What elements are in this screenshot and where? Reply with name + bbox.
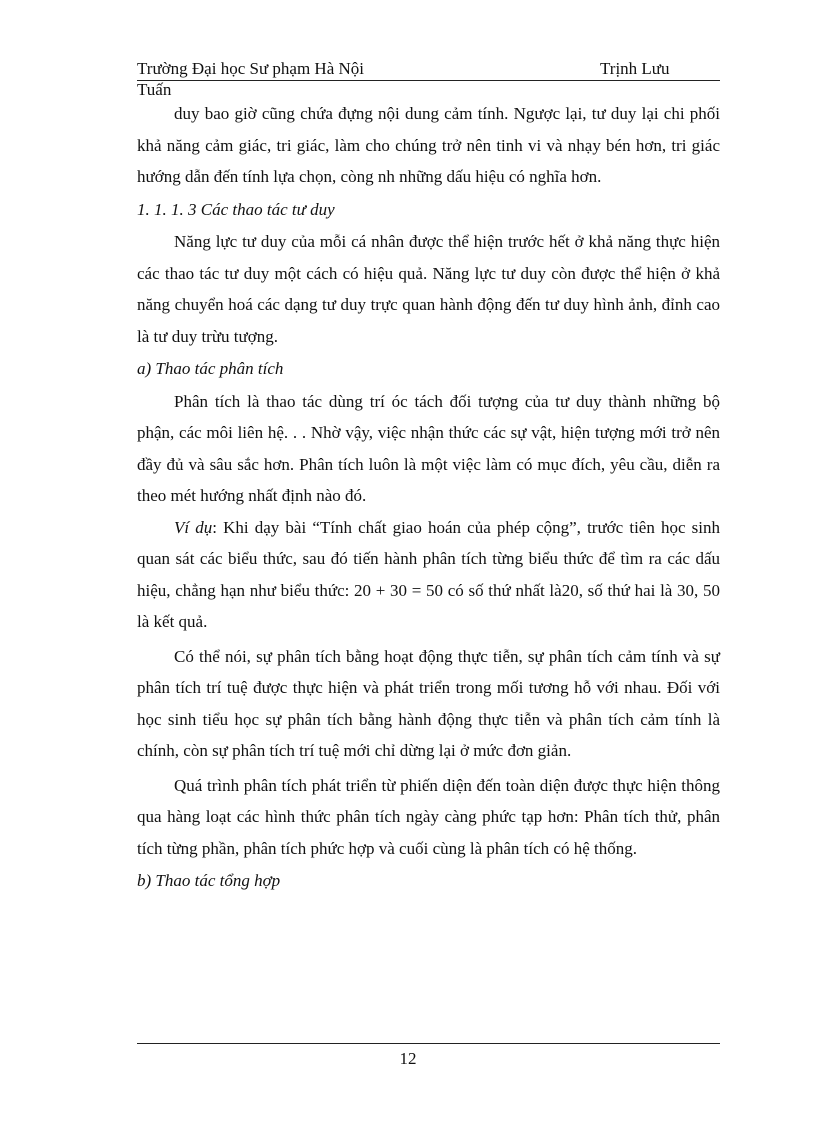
footer-divider bbox=[137, 1043, 720, 1044]
paragraph-thinking-ability: Năng lực tư duy của mỗi cá nhân được thể hiện trước hết ở khả năng thực hiện các thao tác tư duy một cách có hiệu quả. Năng lực tư duy còn được thể hiện ở khả năng chuyển hoá các dạng tư duy trực quan hành động đến tư duy hình ảnh, đỉnh cao là tư duy trừu tượng. bbox=[137, 232, 720, 346]
subheading-synthesis: b) Thao tác tổng hợp bbox=[137, 871, 281, 890]
header-author-name: Trịnh Lưu bbox=[600, 59, 670, 78]
paragraph-example bbox=[137, 512, 720, 638]
header-school-name: Trường Đại học Sư phạm Hà Nội bbox=[137, 59, 365, 78]
page-body bbox=[137, 98, 720, 898]
page-number: 12 bbox=[399, 1049, 417, 1068]
subheading-analysis: a) Thao tác phân tích bbox=[137, 359, 284, 378]
example-label: Ví dụ bbox=[174, 517, 213, 537]
paragraph-analysis-process: Quá trình phân tích phát triển từ phiến diện đến toàn diện được thực hiện thông qua hàng loạt các hình thức phân tích ngày càng phức tạp hơn: Phân tích thử, phân tích từng phần, phân tích phức hợp và cuối cùng là phân tích có hệ thống. bbox=[137, 775, 720, 858]
paragraph-continued: duy bao giờ cũng chứa đựng nội dung cảm tính. Ngược lại, tư duy lại chi phối khả năng cảm giác, tri giác, làm cho chúng trở nên tinh vi và nhạy bén hơn, tri giác hướng dẫn đến tính lựa chọn, còng nh những dấu hiệu có nghĩa hơn. bbox=[137, 104, 720, 186]
page-header bbox=[137, 58, 720, 81]
paragraph-analysis-definition: Phân tích là thao tác dùng trí óc tách đối tượng của tư duy thành những bộ phận, các môi liên hệ. . . Nhờ vậy, việc nhận thức các sự vật, hiện tượng mới trở nên đầy đủ và sâu sắc hơn. Phân tích luôn là một việc làm có mục đích, yêu cầu, diễn ra theo mét hướng nhất định nào đó. bbox=[137, 391, 720, 505]
header-author-continued: Tuấn bbox=[137, 80, 172, 99]
example-text: : Khi dạy bài “Tính chất giao hoán của phép cộng”, trước tiên học sinh quan sát các biểu thức, sau đó tiến hành phân tích từng biểu thức để tìm ra các dấu hiệu, chẳng hạn như biểu thức: 20 + 30 = 50 có số thứ nhất là20, số thứ hai là 30, 50 là kết quả. bbox=[137, 517, 720, 631]
section-heading-thinking-operations: 1. 1. 1. 3 Các thao tác tư duy bbox=[137, 199, 335, 219]
paragraph-analysis-types: Có thể nói, sự phân tích bằng hoạt động thực tiễn, sự phân tích cảm tính và sự phân tích trí tuệ được thực hiện và phát triển trong mối tương hỗ với nhau. Đối với học sinh tiểu học sự phân tích bằng hành động thực tiễn và phân tích cảm tính là chính, còn sự phân tích trí tuệ mới chỉ dừng lại ở mức đơn giản. bbox=[137, 646, 720, 760]
